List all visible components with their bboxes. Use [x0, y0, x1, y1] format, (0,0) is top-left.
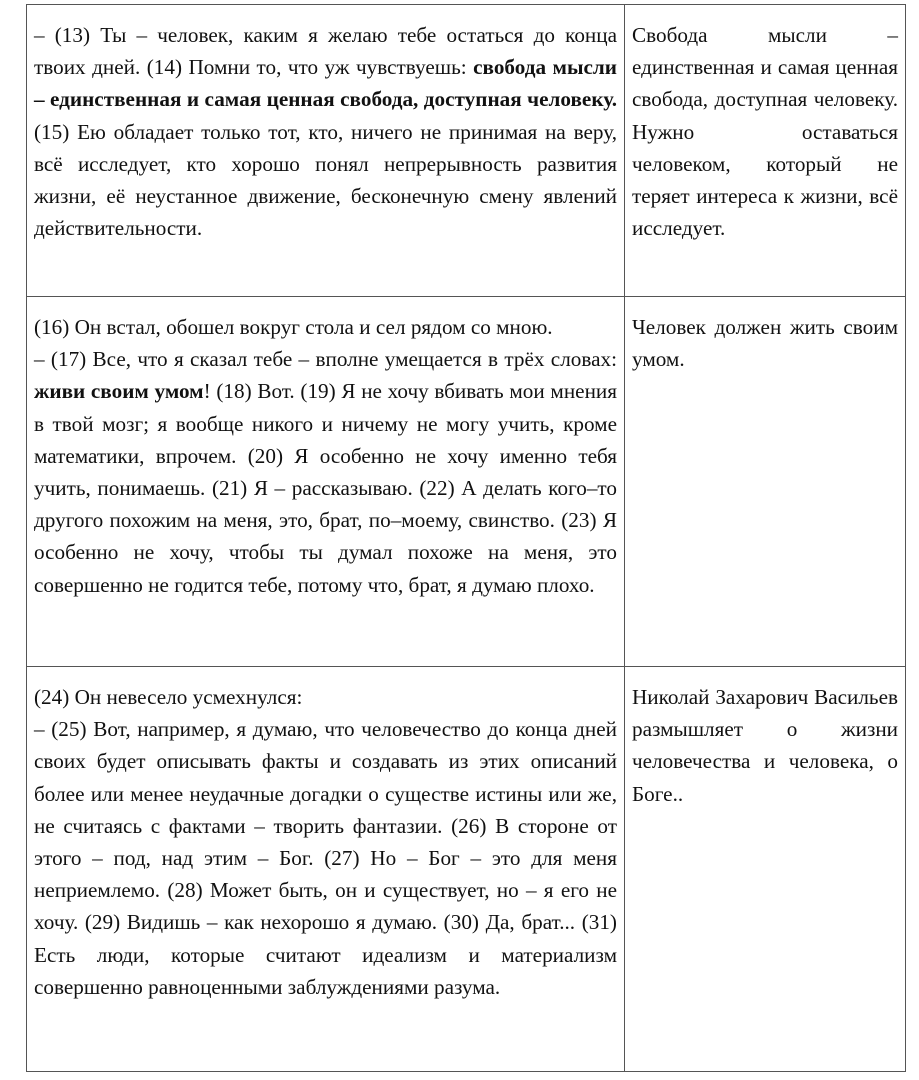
summary-cell	[625, 5, 906, 297]
source-text-cell	[27, 297, 625, 667]
table-row	[27, 5, 906, 297]
bold-text-fragment: свобода мысли – единственная и самая ценная свобода, доступная человеку.	[34, 55, 617, 112]
source-text-cell	[27, 667, 625, 1072]
text-fragment: (15) Ею обладает только тот, кто, ничего не принимая на веру, всё исследует, кто хорошо понял непрерывность развития жизни, её неустанное движение, бесконечную смену явлений действительности.	[34, 119, 617, 241]
text-fragment: ! (18) Вот. (19) Я не хочу вбивать мои мнения в твой мозг; я вообще никого и ничему не могу учить, кроме математики, впрочем. (20) Я особенно не хочу именно тебя учить, понимаешь. (21) Я – рассказываю. (22) А делать кого–то другого похожим на меня, это, брат, по–моему, свинство. (23) Я особенно не хочу, чтобы ты думал похоже на меня, это совершенно не годится тебе, потому что, брат, я думаю плохо.	[34, 379, 617, 597]
text-fragment: – (25) Вот, например, я думаю, что человечество до конца дней своих будет описывать факты и создавать из этих описаний более или менее неудачные догадки о существе истины или же, не считаясь с фактами – творить фантазии. (26) В стороне от этого – под, над этим – Бог. (27) Но – Бог – это для меня неприемлемо. (28) Может быть, он и существует, но – я его не хочу. (29) Видишь – как нехорошо я думаю. (30) Да, брат... (31) Есть люди, которые считают идеализм и материализм совершенно равноценными заблуждениями разума.	[34, 717, 617, 999]
summary-text: Свобода мысли – единственная и самая ценная свобода, доступная человеку. Нужно оставаться человеком, который не теряет интереса к жизни, всё исследует.	[632, 23, 898, 241]
text-fragment: – (17) Все, что я сказал тебе – вполне умещается в трёх словах:	[34, 347, 617, 372]
summary-text: Человек должен жить своим умом.	[632, 315, 898, 372]
summary-cell	[625, 297, 906, 667]
text-fragment: – (13) Ты – человек, каким я желаю тебе остаться до конца твоих дней. (14) Помни то, что уж чувствуешь:	[34, 23, 617, 80]
table-row	[27, 297, 906, 667]
table-row	[27, 667, 906, 1072]
summary-text: Николай Захарович Васильев размышляет о жизни человечества и человека, о Боге..	[632, 685, 898, 806]
text-paragraph: (24) Он невесело усмехнулся:	[34, 685, 303, 709]
source-text-cell	[27, 5, 625, 297]
summary-cell	[625, 667, 906, 1072]
text-analysis-table	[26, 4, 906, 1072]
text-paragraph: (16) Он встал, обошел вокруг стола и сел рядом со мною.	[34, 315, 553, 339]
bold-text-fragment: живи своим умом	[34, 379, 204, 404]
